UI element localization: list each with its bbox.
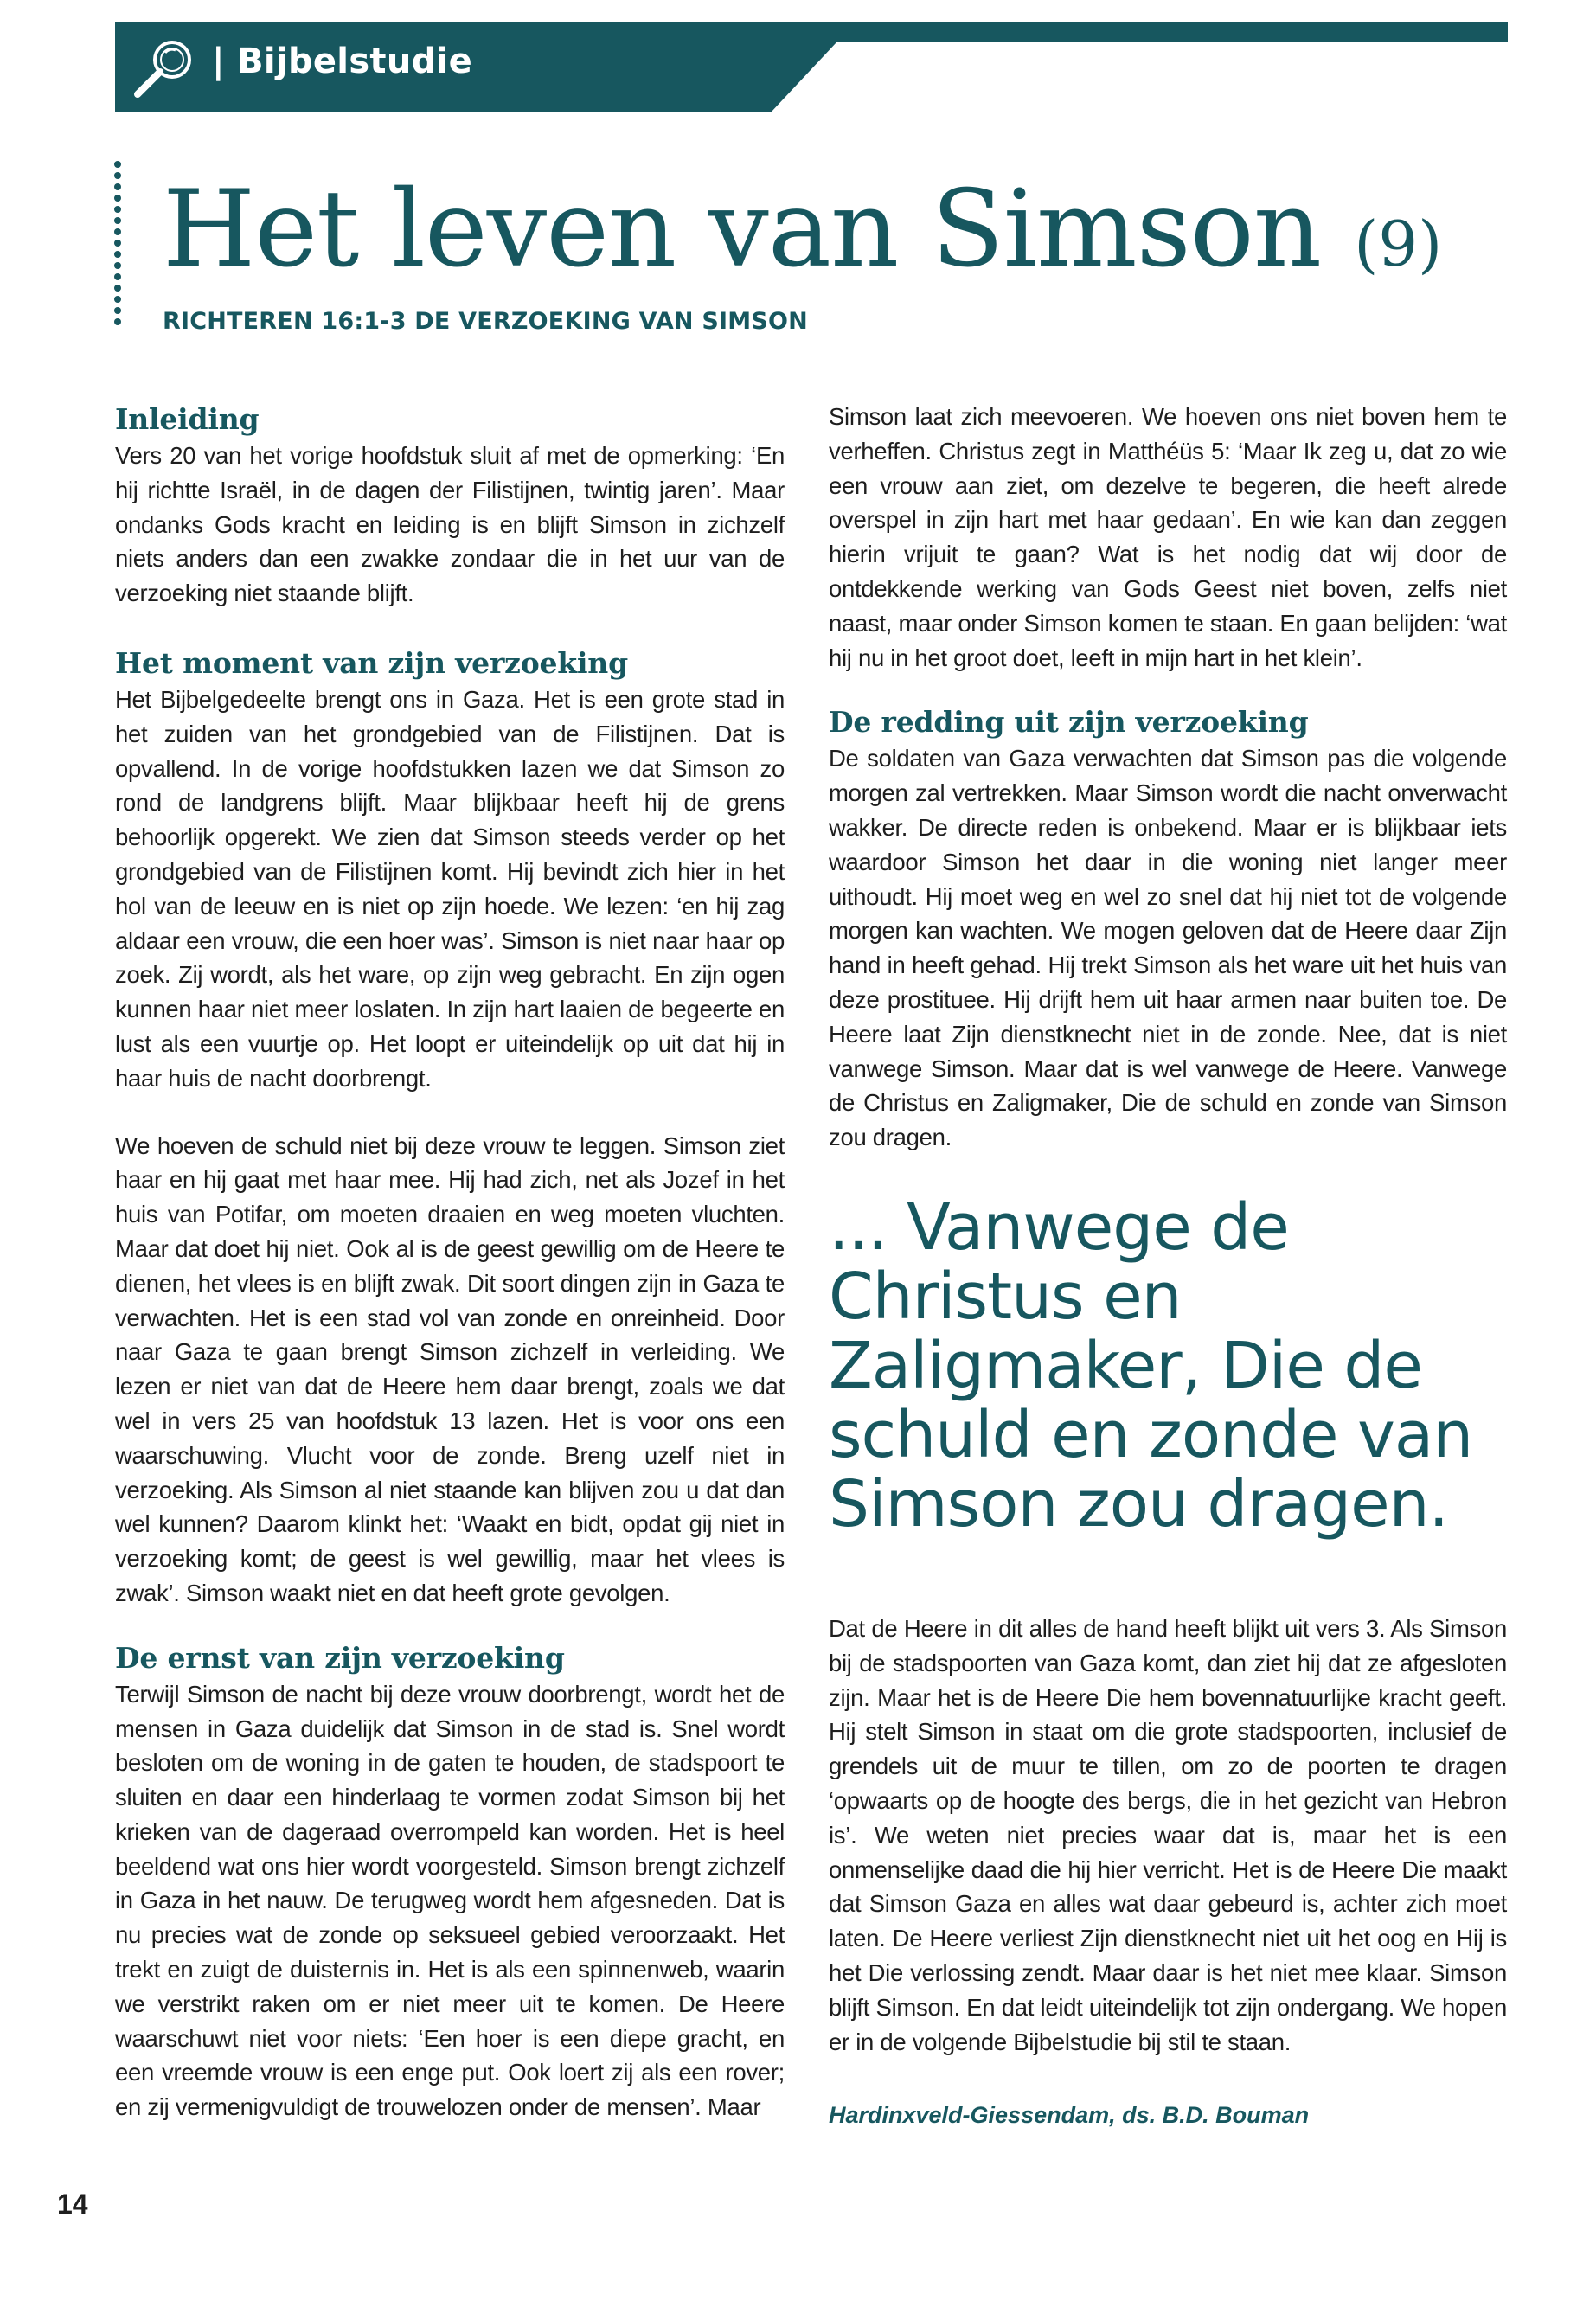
dotted-rule [113, 160, 122, 333]
paragraph: De soldaten van Gaza verwachten dat Simson pas die volgende morgen zal vertrekken. Maar Simson wordt die nacht onverwacht wakker. De directe reden is onbekend. Maar er is blijkbaar iets waardoor Simson het daar in die woning niet langer meer uithoudt. Hij moet weg en wel zo snel dat hij niet tot de volgende morgen kan wachten. We mogen geloven dat de Heere daar Zijn hand in heeft gehad. Hij trekt Simson als het ware uit het huis van deze prostituee. Hij drijft hem uit haar armen naar buiten toe. De Heere laat Zijn dienstknecht niet in de zonde. Nee, dat is niet vanwege Simson. Maar dat is wel vanwege de Heere. Vanwege de Christus en Zaligmaker, Die de schuld en zonde van Simson zou dragen. [829, 745, 1507, 1151]
paragraph: Het Bijbelgedeelte brengt ons in Gaza. Het is een grote stad in het zuiden van het grondgebied van de Filistijnen. Dat is opvallend. In de vorige hoofdstukken lazen we dat Simson zo rond de landgrens blijft. Maar blijkbaar heeft hij de grens behoorlijk opgerekt. We zien dat Simson steeds verder op het grondgebied van de Filistijnen komt. Hij bevindt zich hier in het hol van de leeuw en is niet op zijn hoede. We lezen: ‘en hij zag aldaar een vrouw, die een hoer was’. Simson is niet naar haar op zoek. Zij wordt, als het ware, op zijn weg gebracht. En zijn ogen kunnen haar niet meer loslaten. In zijn hart laaien de begeerte en lust als een vuurtje op. Het loopt er uiteindelijk op uit dat hij in haar huis de nacht doorbrengt. [115, 685, 785, 1092]
right-column [829, 400, 1507, 2129]
page-number: 14 [57, 2189, 88, 2220]
heading-inleiding: Inleiding [115, 402, 260, 436]
title-text: Het leven van Simson [163, 168, 1322, 292]
heading-redding: De redding uit zijn verzoeking [829, 705, 1309, 740]
paragraph: Simson laat zich meevoeren. We hoeven ons niet boven hem te verheffen. Christus zegt in Matthéüs 5: ‘Maar Ik zeg u, dat zo wie een vrouw aan ziet, om dezelve te begeren, die heeft alrede overspel in zijn hart met haar gedaan’. En wie kan dan zeggen hierin vrijuit te gaan? Wat is het nodig dat wij door de ontdekkende werking van Gods Geest niet boven, zelfs niet naast, maar onder Simson komen te staan. En gaan belijden: ‘wat hij nu in het groot doet, leeft in mijn hart in het klein’. [829, 403, 1507, 671]
author-signature: Hardinxveld-Giessendam, ds. B.D. Bouman [829, 2102, 1310, 2129]
heading-moment: Het moment van zijn verzoeking [115, 645, 628, 680]
paragraph: Terwijl Simson de nacht bij deze vrouw doorbrengt, wordt het de mensen in Gaza duidelijk dat Simson in de stad is. Snel wordt besloten om de woning in de gaten te houden, de stadspoort te sluiten en daar een hinderlaag te vormen zodat Simson bij het krieken van de dageraad overrompeld kan worden. Het is heel beeldend wat ons hier wordt voorgesteld. Simson brengt zichzelf in Gaza in het nauw. De terugweg wordt hem afgesneden. Dat is nu precies wat de zonde op seksueel gebied veroorzaakt. Het trekt en zuigt de duisternis in. Het is als een spinnenweb, waarin we verstrikt raken om er niet meer uit te komen. De Heere waarschuwt niet voor niets: ‘Een hoer is een diepe gracht, en een vreemde vrouw is een enge put. Ook loert zij als een rover; en zij vermenigvuldigt de trouwelozen onder de mensen’. Maar [115, 1680, 785, 2121]
heading-ernst: De ernst van zijn verzoeking [115, 1640, 565, 1675]
paragraph: Dat de Heere in dit alles de hand heeft blijkt uit vers 3. Als Simson bij de stadspoorten van Gaza komt, dan ziet hij dat ze afgesloten zijn. Maar het is de Heere Die hem bovennatuurlijke kracht geeft. Hij stelt Simson in staat om die grote stadspoorten, inclusief de grendels uit de muur te tillen, om zo de poorten te dragen ‘opwaarts op de hoogte des bergs, die in het gezicht van Hebron is’. We weten niet precies waar dat is, maar het is een onmenselijke daad die hij hier verricht. Het is de Heere Die maakt dat Simson Gaza en alles wat daar gebeurd is, achter zich moet laten. De Heere verliest Zijn dienstknecht niet uit het oog en Hij is het Die verlossing zendt. Maar daar is het niet mee klaar. Simson blijft Simson. En dat leidt uiteindelijk tot zijn ondergang. We hopen er in de volgende Bijbelstudie bij stil te staan. [829, 1614, 1507, 2055]
article-subtitle: RICHTEREN 16:1-3 DE VERZOEKING VAN SIMSON [163, 308, 808, 335]
paragraph: Vers 20 van het vorige hoofdstuk sluit af met de opmerking: ‘En hij richtte Israël, in de dagen der Filistijnen, twintig jaren’. Maar ondanks Gods kracht en leiding is en blijft Simson in zichzelf niets anders dan een zwakke zondaar die in het uur van de verzoeking niet staande blijft. [115, 442, 785, 607]
left-column [115, 400, 785, 2125]
pull-quote: ... Vanwege de Christus en Zaligmaker, Die de schuld en zonde van Simson zou dragen. [829, 1189, 1473, 1541]
section-label: | Bijbelstudie [212, 42, 472, 81]
title-number: (9) [1354, 208, 1443, 280]
magnifier-icon [132, 37, 195, 99]
page-title [163, 161, 1442, 313]
section-banner [115, 22, 1508, 112]
paragraph: We hoeven de schuld niet bij deze vrouw te leggen. Simson ziet haar en hij gaat met haar mee. Hij had zich, net als Jozef in het huis van Potifar, om moeten draaien en weg moeten vluchten. Maar dat doet hij niet. Ook al is de geest gewillig om de Heere te dienen, het vlees is en blijft zwak. Dit soort dingen zijn in Gaza te verwachten. Het is een stad vol van zonde en onreinheid. Door naar Gaza te gaan brengt Simson zichzelf in verleiding. We lezen er niet van dat de Heere hem daar brengt, zoals we dat wel in vers 25 van hoofdstuk 13 lazen. Het is voor ons een waarschuwing. Vlucht voor de zonde. Breng uzelf niet in verzoeking. Als Simson al niet staande kan blijven zou u dat dan wel kunnen? Daarom klinkt het: ‘Waakt en bidt, opdat gij niet in verzoeking komt; de geest is wel gewillig, maar het vlees is zwak’. Simson waakt niet en dat heeft grote gevolgen. [115, 1131, 785, 1606]
